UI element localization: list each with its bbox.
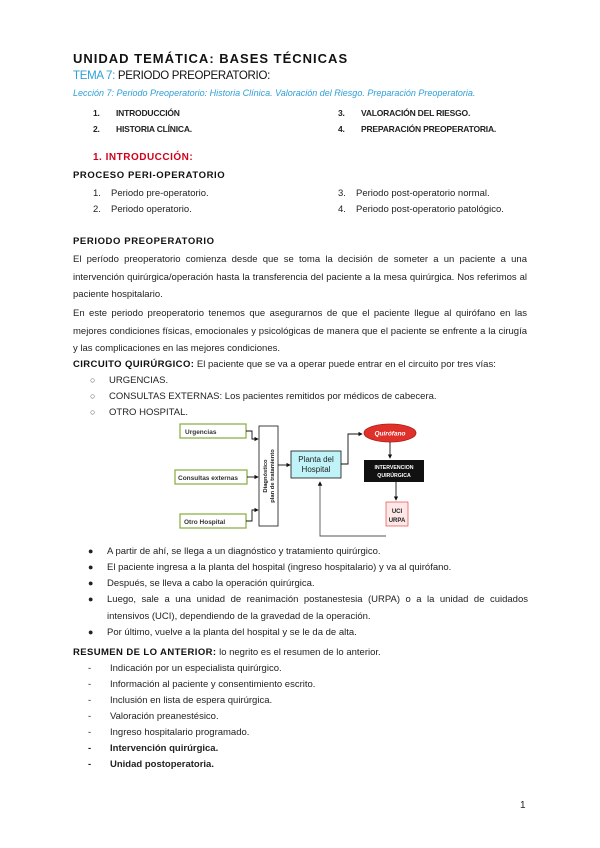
circuito-intro: El paciente que se va a operar puede entrar en el circuito por tres vías: bbox=[194, 359, 496, 370]
item-num: 4. bbox=[338, 204, 346, 215]
toc-item-3 bbox=[338, 108, 470, 118]
step-text: Luego, sale a una unidad de reanimación postanestesia (URPA) o a la unidad de cuidados intensivos (UCI), dependiendo de la gravedad de la operación. bbox=[107, 594, 528, 622]
resumen-item-text: Valoración preanestésico. bbox=[110, 711, 219, 722]
toc-label: VALORACIÓN DEL RIESGO. bbox=[361, 108, 471, 118]
diagnostico-box bbox=[259, 426, 278, 526]
step-item-5 bbox=[88, 624, 528, 641]
subheading-periodo-preoperatorio: PERIODO PREOPERATORIO bbox=[73, 236, 215, 247]
circuito-heading: CIRCUITO QUIRÚRGICO: bbox=[73, 359, 195, 370]
circuito-item-2 bbox=[90, 391, 437, 402]
diagnostico-label-1: Diagnóstico bbox=[263, 459, 269, 493]
urgencias-label: Urgencias bbox=[185, 429, 217, 436]
consultas-label: Consultas externas bbox=[178, 475, 238, 482]
item-num: 2. bbox=[93, 204, 101, 215]
bullet-icon: ● bbox=[88, 594, 94, 604]
resumen-item-7 bbox=[88, 759, 214, 770]
tema-title: PERIODO PREOPERATORIO: bbox=[117, 70, 270, 82]
dash-marker: - bbox=[88, 695, 92, 706]
toc-num: 3. bbox=[338, 108, 345, 118]
quirofano-node bbox=[364, 424, 416, 442]
numbered-item-4 bbox=[338, 204, 504, 215]
step-item-2 bbox=[88, 559, 528, 576]
dash-marker: - bbox=[88, 759, 92, 770]
item-label: Periodo post-operatorio normal. bbox=[356, 188, 490, 199]
lesson-subtitle: Lección 7: Periodo Preoperatorio: Historia Clínica. Valoración del Riesgo. Preparación Preoperatoria. bbox=[73, 88, 476, 98]
circuito-item-3 bbox=[90, 407, 188, 418]
dash-marker: - bbox=[88, 727, 92, 738]
dash-marker: - bbox=[88, 679, 92, 690]
arrow-urgencias bbox=[246, 431, 258, 439]
step-text: Después, se lleva a cabo la operación quirúrgica. bbox=[107, 578, 315, 589]
resumen-heading: RESUMEN DE LO ANTERIOR: bbox=[73, 647, 217, 658]
paragraph-preop-1: El período preoperatorio comienza desde que se toma la decisión de someter a un paciente a una intervención quirúrgica/operación hasta la transferencia del paciente a la mesa quirúrgica. Nos referimos al paciente hospitalario. bbox=[73, 254, 527, 300]
arrow-otro-hospital bbox=[246, 510, 258, 521]
circuito-item-text: CONSULTAS EXTERNAS: Los pacientes remitidos por médicos de cabecera. bbox=[109, 391, 437, 402]
arrow-to-quirofano bbox=[341, 434, 362, 464]
intervencion-label-2: QUIRÚRGICA bbox=[377, 473, 411, 479]
resumen-item-text: Información al paciente y consentimiento escrito. bbox=[110, 679, 316, 690]
toc-label: PREPARACIÓN PREOPERATORIA. bbox=[361, 124, 497, 134]
consultas-box bbox=[175, 470, 247, 484]
toc-label: HISTORIA CLÍNICA. bbox=[116, 124, 192, 134]
item-label: Periodo pre-operatorio. bbox=[111, 188, 209, 199]
step-text: Por último, vuelve a la planta del hospital y se le da de alta. bbox=[107, 627, 357, 638]
unit-title: UNIDAD TEMÁTICA: BASES TÉCNICAS bbox=[73, 51, 349, 66]
intervencion-box bbox=[364, 460, 424, 482]
otro-hospital-label: Otro Hospital bbox=[184, 519, 226, 526]
intervencion-label-1: INTERVENCION bbox=[374, 465, 414, 471]
uci-label: UCI bbox=[391, 509, 403, 515]
paragraph-preop-2: En este periodo preoperatorio tenemos que asegurarnos de que el paciente llegue al quirófano en las mejores condiciones físicas, emocionales y psicológicas de manera que el paciente se enfrente a la cirugía y las complicaciones en las mejores condiciones. bbox=[73, 308, 527, 354]
resumen-item-1 bbox=[88, 663, 282, 674]
subheading-proceso: PROCESO PERI-OPERATORIO bbox=[73, 170, 226, 181]
circle-bullet-icon: ○ bbox=[90, 391, 96, 401]
circle-bullet-icon: ○ bbox=[90, 407, 96, 417]
urgencias-box bbox=[180, 424, 246, 438]
bullet-icon: ● bbox=[88, 546, 94, 556]
tema-line bbox=[73, 70, 270, 82]
step-item-4 bbox=[88, 591, 528, 625]
toc-num: 4. bbox=[338, 124, 345, 134]
numbered-item-2 bbox=[93, 204, 192, 215]
step-text: A partir de ahí, se llega a un diagnóstico y tratamiento quirúrgico. bbox=[107, 546, 381, 557]
resumen-item-5 bbox=[88, 727, 249, 738]
diagnostico-label-2: plan de tratamiento bbox=[270, 449, 276, 503]
item-num: 1. bbox=[93, 188, 101, 199]
tema-label: TEMA 7: bbox=[73, 70, 115, 82]
circuito-line bbox=[73, 359, 496, 370]
step-text: El paciente ingresa a la planta del hospital (ingreso hospitalario) y va al quirófano. bbox=[107, 562, 452, 573]
circuito-item-1 bbox=[90, 375, 168, 386]
circuito-item-text: URGENCIAS. bbox=[109, 375, 169, 386]
numbered-item-1 bbox=[93, 188, 209, 199]
toc-label: INTRODUCCIÓN bbox=[116, 108, 180, 118]
planta-hospital-box bbox=[291, 451, 341, 478]
dash-marker: - bbox=[88, 711, 92, 722]
circle-bullet-icon: ○ bbox=[90, 375, 96, 385]
resumen-item-2 bbox=[88, 679, 315, 690]
resumen-item-text: Indicación por un especialista quirúrgico. bbox=[110, 663, 282, 674]
dash-marker: - bbox=[88, 743, 92, 754]
circuito-item-text: OTRO HOSPITAL. bbox=[109, 407, 189, 418]
resumen-item-text: Intervención quirúrgica. bbox=[110, 743, 219, 754]
item-label: Periodo operatorio. bbox=[111, 204, 192, 215]
toc-item-4 bbox=[338, 124, 496, 134]
arrow-return-planta bbox=[320, 482, 386, 536]
toc-num: 2. bbox=[93, 124, 100, 134]
resumen-item-6 bbox=[88, 743, 218, 754]
resumen-line bbox=[73, 647, 381, 658]
resumen-item-text: Unidad postoperatoria. bbox=[110, 759, 214, 770]
bullet-icon: ● bbox=[88, 562, 94, 572]
resumen-intro: lo negrito es el resumen de lo anterior. bbox=[216, 647, 381, 658]
item-num: 3. bbox=[338, 188, 346, 199]
numbered-item-3 bbox=[338, 188, 490, 199]
circuito-diagram bbox=[170, 418, 440, 543]
toc-item-1 bbox=[93, 108, 180, 118]
planta-label-1: Planta del bbox=[298, 455, 334, 464]
toc-item-2 bbox=[93, 124, 192, 134]
otro-hospital-box bbox=[180, 514, 246, 528]
planta-label-2: Hospital bbox=[301, 465, 331, 474]
page-number: 1 bbox=[520, 800, 526, 811]
urpa-label: URPA bbox=[388, 518, 406, 524]
resumen-item-text: Inclusión en lista de espera quirúrgica. bbox=[110, 695, 273, 706]
bullet-icon: ● bbox=[88, 627, 94, 637]
section-heading-introduccion: 1. INTRODUCCIÓN: bbox=[93, 152, 194, 163]
resumen-item-4 bbox=[88, 711, 219, 722]
uci-urpa-node bbox=[386, 502, 408, 526]
dash-marker: - bbox=[88, 663, 92, 674]
item-label: Periodo post-operatorio patológico. bbox=[356, 204, 504, 215]
toc-num: 1. bbox=[93, 108, 100, 118]
step-item-1 bbox=[88, 543, 528, 560]
resumen-item-text: Ingreso hospitalario programado. bbox=[110, 727, 250, 738]
bullet-icon: ● bbox=[88, 578, 94, 588]
resumen-item-3 bbox=[88, 695, 272, 706]
step-item-3 bbox=[88, 575, 528, 592]
quirofano-label: Quirófano bbox=[374, 430, 406, 438]
